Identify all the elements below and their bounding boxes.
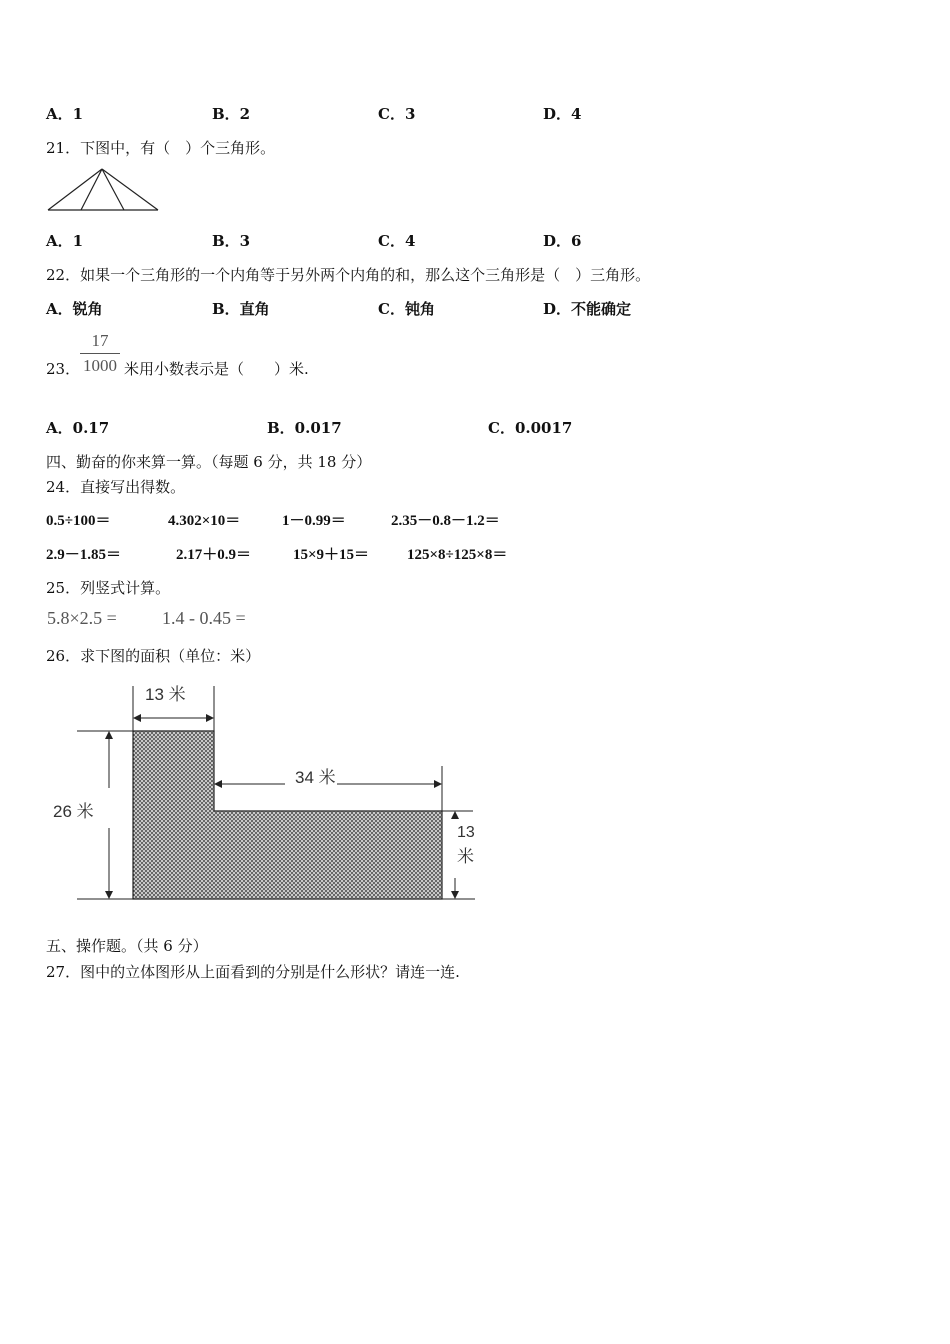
q26-stem: 26．求下图的面积（单位：米）: [46, 647, 261, 665]
q24-r1-item4: 2.35－0.8－1.2＝: [391, 513, 500, 529]
q26-label-right-number: 13: [457, 824, 475, 841]
q22-option-a: A．锐角: [46, 300, 103, 318]
q27-stem: 27．图中的立体图形从上面看到的分别是什么形状？请连一连.: [46, 963, 460, 981]
q20-option-a: A．1: [46, 105, 84, 123]
q26-label-right-unit: 米: [457, 847, 474, 866]
q23-option-a: A．0.17: [46, 419, 110, 437]
q23-number: 23．: [46, 360, 81, 378]
q21-option-a: A．1: [46, 232, 84, 250]
q21-option-c: C．4: [378, 232, 416, 250]
q23-option-b: B．0.017: [267, 419, 342, 437]
q24-stem: 24．直接写出得数。: [46, 478, 186, 496]
q20-option-d: D．4: [543, 105, 582, 123]
q26-shaded-region: [133, 731, 442, 899]
q25-expression-1: 5.8×2.5 =: [47, 608, 117, 628]
q25-expression-2: 1.4 - 0.45 =: [162, 608, 246, 628]
q26-l-shape-figure: [45, 678, 485, 908]
q26-label-top: 13 米: [145, 685, 186, 704]
q21-stem: 21．下图中，有（ ）个三角形。: [46, 139, 276, 157]
q24-r1-item2: 4.302×10＝: [168, 513, 241, 529]
q24-r2-item2: 2.17＋0.9＝: [176, 547, 252, 563]
q22-option-c: C．钝角: [378, 300, 435, 318]
q22-option-d: D．不能确定: [543, 300, 632, 318]
q23-fraction: [80, 331, 120, 376]
q23-numerator: 17: [91, 331, 109, 350]
q24-r2-item1: 2.9－1.85＝: [46, 547, 122, 563]
q21-option-b: B．3: [212, 232, 251, 250]
q20-option-c: C．3: [378, 105, 416, 123]
q23-denominator: 1000: [83, 356, 117, 375]
q24-r1-item3: 1－0.99＝: [282, 513, 346, 529]
q22-option-b: B．直角: [212, 300, 270, 318]
section-5-heading: 五、操作题。（共 6 分）: [46, 937, 208, 955]
q23-stem-rest: 米用小数表示是（ ）米.: [124, 360, 309, 378]
q26-label-middle: 34 米: [295, 768, 336, 787]
q24-r1-item1: 0.5÷100＝: [46, 513, 111, 529]
q21-triangle-figure: [46, 166, 160, 212]
q21-option-d: D．6: [543, 232, 582, 250]
q23-option-c: C．0.0017: [488, 419, 573, 437]
section-4-heading: 四、勤奋的你来算一算。（每题 6 分，共 18 分）: [46, 453, 372, 471]
q25-stem: 25．列竖式计算。: [46, 579, 171, 597]
q24-r2-item4: 125×8÷125×8＝: [407, 547, 508, 563]
q24-r2-item3: 15×9＋15＝: [293, 547, 370, 563]
q26-label-left: 26 米: [53, 802, 94, 821]
q22-stem: 22．如果一个三角形的一个内角等于另外两个内角的和，那么这个三角形是（ ）三角形。: [46, 266, 651, 284]
q20-option-b: B．2: [212, 105, 251, 123]
